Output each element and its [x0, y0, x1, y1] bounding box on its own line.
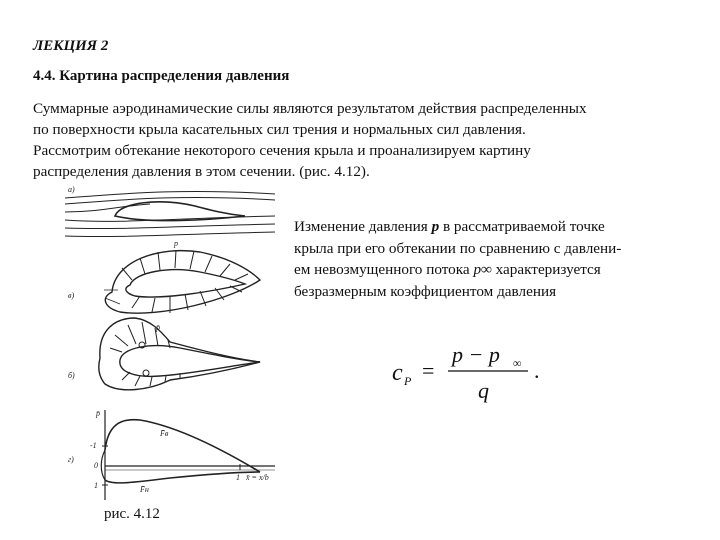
- formula-numerator: p − p: [452, 342, 500, 367]
- intro-line-2: по поверхности крыла касательных сил трения и нормальных сил давления.: [33, 121, 526, 138]
- intro-line-3: Рассмотрим обтекание некоторого сечения крыла и проанализируем картину: [33, 142, 531, 159]
- x-tick-1: 1: [236, 473, 240, 482]
- side-line-1: [294, 216, 694, 238]
- fn-label: F̄н: [140, 485, 149, 494]
- intro-line-1: Суммарные аэродинамические силы являются результатом действия распределенных: [33, 100, 587, 117]
- intro-line-4: распределения давления в этом сечении. (рис. 4.12).: [33, 163, 370, 180]
- side-line-1a: Изменение давления: [294, 218, 432, 235]
- formula-numerator-sub: ∞: [513, 356, 522, 370]
- panel-d-graph: [101, 410, 275, 500]
- side-line-4: безразмерным коэффициентом давления: [294, 282, 557, 300]
- p-label: p: [174, 239, 178, 248]
- fv-label: F̄в: [160, 429, 169, 438]
- panel-a-streamlines: [65, 191, 275, 236]
- panel-b-label: в): [68, 291, 75, 300]
- formula-c: c: [392, 360, 403, 386]
- side-text: [294, 216, 694, 302]
- panel-a-label: а): [68, 185, 75, 194]
- side-var-p: p: [431, 218, 440, 235]
- intro-paragraph: [33, 98, 705, 182]
- pressure-coefficient-formula: [390, 340, 550, 410]
- pbar-axis-label: p̄: [96, 409, 100, 418]
- side-line-3b: характеризуется: [491, 261, 601, 278]
- formula-equals: =: [422, 358, 435, 383]
- ytick-1: 1: [94, 481, 98, 490]
- pbar-label: p̄: [156, 323, 160, 332]
- ytick-minus1: -1: [90, 441, 97, 450]
- panel-c-vectors: [99, 318, 260, 390]
- panel-c-label: б): [68, 371, 75, 380]
- side-line-2: крыла при его обтекании по сравнению с давлени-: [294, 239, 622, 257]
- side-var-pinf: p∞: [473, 261, 492, 278]
- x-axis-label: x̄ = x/b: [246, 473, 269, 482]
- side-line-3: [294, 259, 694, 281]
- formula-c-sub: P: [404, 374, 412, 388]
- section-heading: 4.4. Картина распределения давления: [33, 68, 290, 84]
- side-line-3a: ем невозмущенного потока: [294, 261, 474, 278]
- figure-4-12: [60, 180, 280, 510]
- ytick-0: 0: [94, 461, 98, 470]
- formula-end: .: [534, 358, 540, 383]
- side-line-1b: в рассматриваемой точке: [439, 218, 605, 235]
- formula-denominator: q: [478, 378, 489, 403]
- panel-d-label: г): [68, 455, 74, 464]
- figure-caption: рис. 4.12: [104, 506, 160, 522]
- lecture-label: ЛЕКЦИЯ 2: [33, 38, 109, 54]
- panel-b-envelope: [104, 250, 260, 313]
